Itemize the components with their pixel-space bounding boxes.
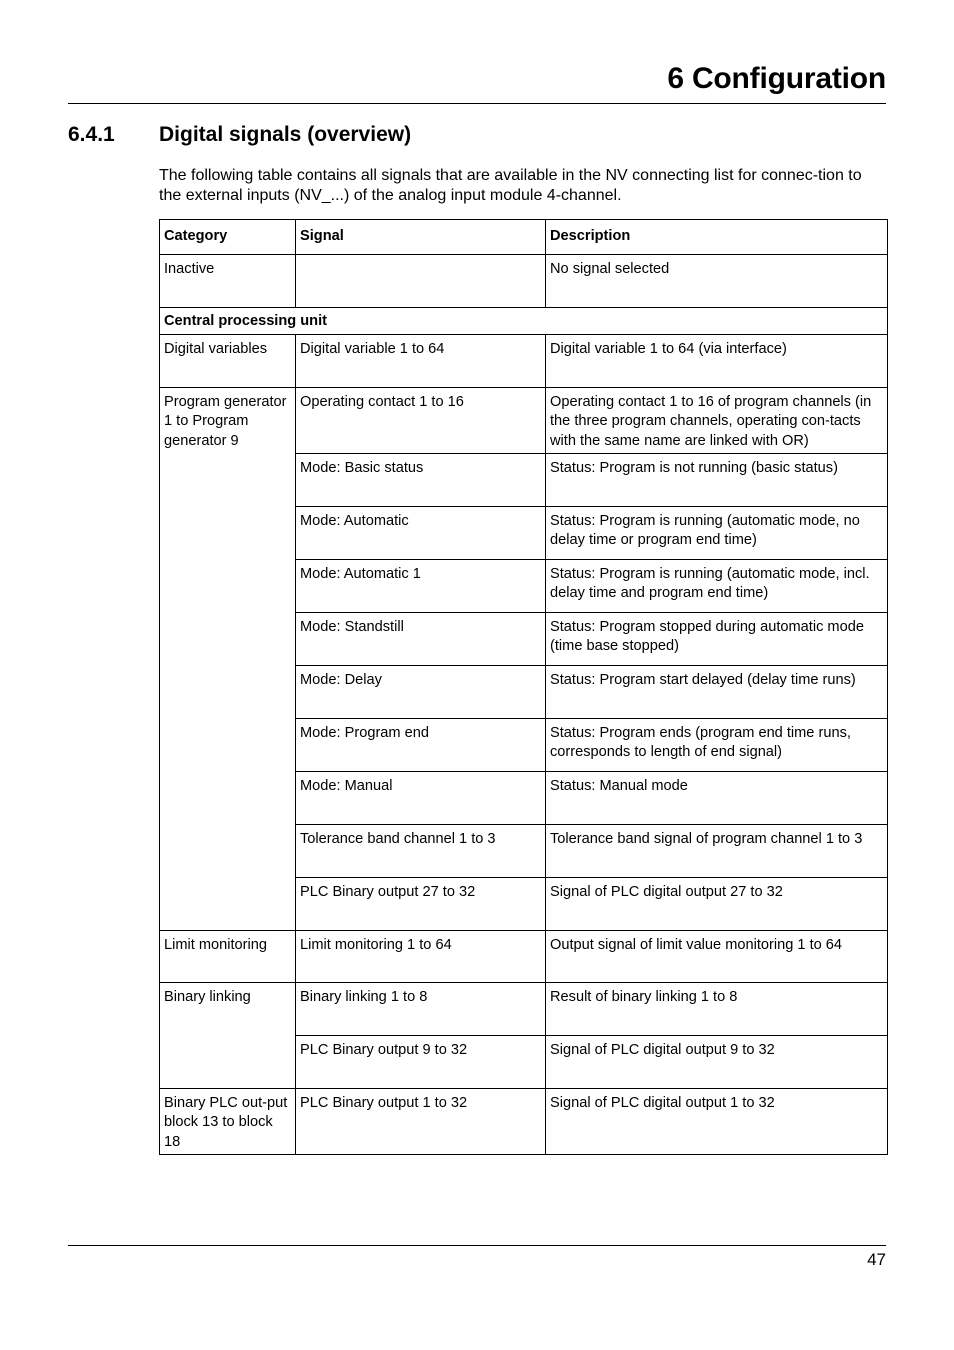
column-header-category: Category xyxy=(160,220,296,255)
section-number: 6.4.1 xyxy=(68,123,115,146)
signal-cell: Mode: Standstill xyxy=(296,613,546,666)
table-row xyxy=(160,255,888,308)
signal-cell: Limit monitoring 1 to 64 xyxy=(296,931,546,983)
category-cell: Limit monitoring xyxy=(160,931,296,983)
table-row xyxy=(160,983,888,1036)
description-cell: Signal of PLC digital output 1 to 32 xyxy=(546,1089,888,1155)
description-cell: Signal of PLC digital output 9 to 32 xyxy=(546,1036,888,1089)
signal-cell: Mode: Basic status xyxy=(296,454,546,507)
table-row xyxy=(160,1089,888,1155)
table-section-row xyxy=(160,308,888,335)
table-row xyxy=(160,931,888,983)
description-cell: Status: Program is running (automatic mode, no delay time or program end time) xyxy=(546,507,888,560)
signal-cell: Operating contact 1 to 16 xyxy=(296,388,546,454)
table-row xyxy=(160,388,888,454)
description-cell: Status: Program stopped during automatic mode (time base stopped) xyxy=(546,613,888,666)
description-cell: Status: Manual mode xyxy=(546,772,888,825)
section-title: Digital signals (overview) xyxy=(159,123,412,146)
description-cell: Status: Program ends (program end time runs, corresponds to length of end signal) xyxy=(546,719,888,772)
description-cell: Digital variable 1 to 64 (via interface) xyxy=(546,335,888,388)
description-cell: Signal of PLC digital output 27 to 32 xyxy=(546,878,888,931)
signal-cell: Mode: Manual xyxy=(296,772,546,825)
signal-cell: PLC Binary output 27 to 32 xyxy=(296,878,546,931)
signal-cell: Mode: Program end xyxy=(296,719,546,772)
category-cell: Binary linking xyxy=(160,983,296,1089)
page-number: 47 xyxy=(867,1250,886,1269)
signal-cell: PLC Binary output 9 to 32 xyxy=(296,1036,546,1089)
category-cell: Digital variables xyxy=(160,335,296,388)
signal-cell: Binary linking 1 to 8 xyxy=(296,983,546,1036)
description-cell: Result of binary linking 1 to 8 xyxy=(546,983,888,1036)
description-cell: Tolerance band signal of program channel 1 to 3 xyxy=(546,825,888,878)
section-cell-cpu: Central processing unit xyxy=(160,308,888,335)
description-cell: Status: Program start delayed (delay time runs) xyxy=(546,666,888,719)
category-cell: Binary PLC out-put block 13 to block 18 xyxy=(160,1089,296,1155)
category-cell: Inactive xyxy=(160,255,296,308)
chapter-title: 6 Configuration xyxy=(667,62,886,95)
signal-cell: Mode: Automatic xyxy=(296,507,546,560)
signal-cell: PLC Binary output 1 to 32 xyxy=(296,1089,546,1155)
signals-table xyxy=(159,219,888,1155)
column-header-description: Description xyxy=(546,220,888,255)
intro-paragraph: The following table contains all signals that are available in the NV connecting list for connec-tion to the external inputs (NV_...) of the analog input module 4-channel. xyxy=(159,167,862,204)
description-cell: Status: Program is not running (basic status) xyxy=(546,454,888,507)
table-row xyxy=(160,335,888,388)
signal-cell: Tolerance band channel 1 to 3 xyxy=(296,825,546,878)
signal-cell: Mode: Automatic 1 xyxy=(296,560,546,613)
signal-cell xyxy=(296,255,546,308)
description-cell: Output signal of limit value monitoring 1 to 64 xyxy=(546,931,888,983)
signal-cell: Digital variable 1 to 64 xyxy=(296,335,546,388)
table-header-row xyxy=(160,220,888,255)
description-cell: No signal selected xyxy=(546,255,888,308)
column-header-signal: Signal xyxy=(296,220,546,255)
description-cell: Status: Program is running (automatic mode, incl. delay time and program end time) xyxy=(546,560,888,613)
header-rule xyxy=(68,103,886,104)
description-cell: Operating contact 1 to 16 of program channels (in the three program channels, operating con-tacts with the same name are linked with OR) xyxy=(546,388,888,454)
footer-rule xyxy=(68,1245,886,1246)
category-cell: Program generator 1 to Program generator 9 xyxy=(160,388,296,931)
signal-cell: Mode: Delay xyxy=(296,666,546,719)
